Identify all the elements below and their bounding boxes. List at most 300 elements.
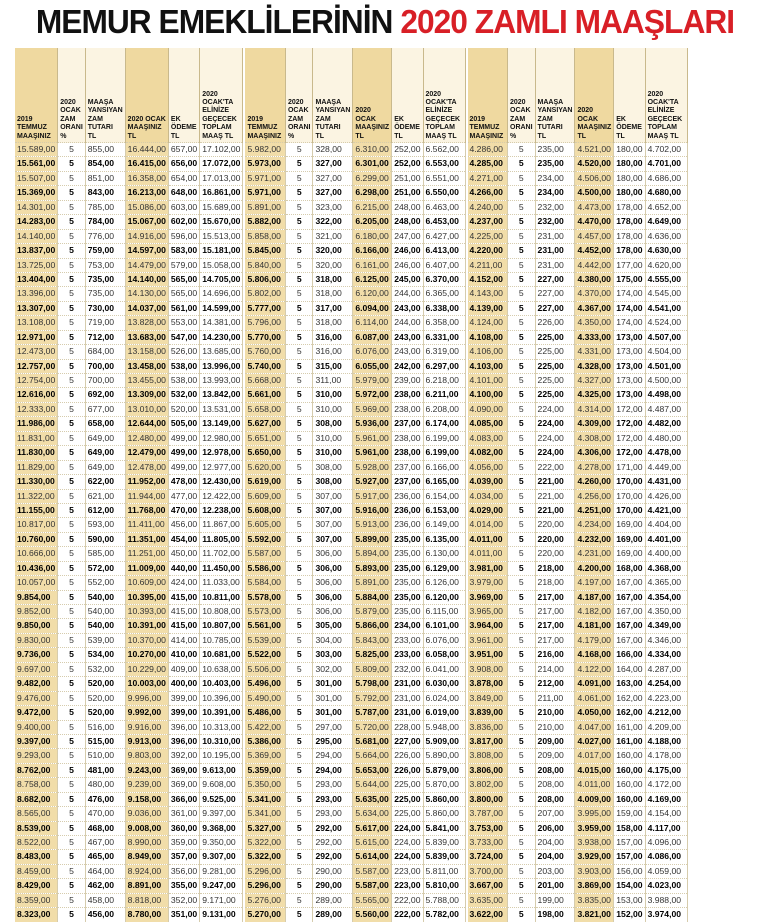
table-cell: 5: [285, 489, 313, 503]
table-row: [245, 431, 465, 445]
table-cell: 221,00: [535, 503, 575, 517]
table-cell: 5.565,00: [353, 893, 392, 907]
table-row: [468, 532, 688, 546]
table-cell: 10.310,00: [200, 734, 243, 748]
table-cell: 307,00: [313, 518, 353, 532]
table-row: [245, 374, 465, 388]
table-cell: 5: [285, 143, 313, 157]
table-row: [468, 619, 688, 633]
table-row: [15, 908, 243, 922]
table-cell: 327,00: [313, 171, 353, 185]
column-header: 2020 OCAK ZAM ORANI %: [285, 48, 313, 143]
table-row: [468, 590, 688, 604]
table-cell: 6.310,00: [353, 143, 392, 157]
table-cell: 217,00: [535, 619, 575, 633]
table-row: [468, 359, 688, 373]
table-cell: 5.586,00: [245, 561, 285, 575]
table-row: [15, 576, 243, 590]
table-cell: 399,00: [168, 691, 199, 705]
table-cell: 6.199,00: [423, 446, 465, 460]
table-cell: 5: [508, 590, 536, 604]
table-cell: 220,00: [535, 547, 575, 561]
table-cell: 9.008,00: [125, 821, 168, 835]
table-cell: 5: [58, 388, 86, 402]
table-cell: 12.238,00: [200, 503, 243, 517]
table-cell: 5: [508, 186, 536, 200]
table-row: [245, 402, 465, 416]
table-cell: 10.393,00: [125, 605, 168, 619]
table-cell: 409,00: [168, 662, 199, 676]
table-cell: 5: [285, 215, 313, 229]
table-cell: 5: [58, 244, 86, 258]
table-row: [15, 446, 243, 460]
table-cell: 5: [58, 431, 86, 445]
table-cell: 735,00: [85, 272, 125, 286]
table-cell: 5: [58, 229, 86, 243]
table-cell: 415,00: [168, 605, 199, 619]
table-cell: 5: [285, 749, 313, 763]
table-cell: 5: [58, 345, 86, 359]
table-cell: 15.513,00: [200, 229, 243, 243]
table-row: [15, 388, 243, 402]
table-cell: 13.842,00: [200, 388, 243, 402]
column-header: MAAŞA YANSIYAN ZAM TUTARI TL: [85, 48, 125, 143]
table-row: [468, 157, 688, 171]
table-cell: 9.916,00: [125, 720, 168, 734]
table-cell: 237,00: [392, 475, 423, 489]
table-cell: 603,00: [168, 200, 199, 214]
table-row: [245, 200, 465, 214]
table-cell: 252,00: [392, 157, 423, 171]
table-cell: 4.090,00: [468, 402, 508, 416]
table-cell: 221,00: [535, 489, 575, 503]
table-cell: 4.211,00: [468, 258, 508, 272]
table-cell: 5.422,00: [245, 720, 285, 734]
table-cell: 5.825,00: [353, 648, 392, 662]
table-cell: 5: [58, 605, 86, 619]
table-cell: 231,00: [535, 258, 575, 272]
table-cell: 5: [508, 229, 536, 243]
table-cell: 5: [508, 778, 536, 792]
table-cell: 6.166,00: [353, 244, 392, 258]
table-cell: 235,00: [392, 561, 423, 575]
table-cell: 5: [285, 171, 313, 185]
table-cell: 5: [285, 431, 313, 445]
table-cell: 4.452,00: [575, 244, 614, 258]
table-cell: 15.181,00: [200, 244, 243, 258]
table-cell: 4.050,00: [575, 706, 614, 720]
table-row: [245, 229, 465, 243]
table-cell: 499,00: [168, 460, 199, 474]
table-row: [468, 417, 688, 431]
column-header: 2020 OCAK'TA ELİNİZE GEÇECEK TOPLAM MAAŞ TL: [423, 48, 465, 143]
table-cell: 5: [508, 489, 536, 503]
table-cell: 218,00: [535, 561, 575, 575]
table-cell: 301,00: [313, 706, 353, 720]
table-cell: 5: [285, 850, 313, 864]
table-cell: 5.879,00: [423, 763, 465, 777]
table-cell: 15.561,00: [15, 157, 58, 171]
table-cell: 17.013,00: [200, 171, 243, 185]
table-row: [15, 143, 243, 157]
table-cell: 9.350,00: [200, 836, 243, 850]
table-cell: 5.961,00: [353, 446, 392, 460]
table-cell: 3.787,00: [468, 807, 508, 821]
table-cell: 477,00: [168, 489, 199, 503]
table-cell: 5.899,00: [353, 532, 392, 546]
table-cell: 244,00: [392, 287, 423, 301]
table-cell: 328,00: [313, 143, 353, 157]
table-row: [15, 547, 243, 561]
table-cell: 5.971,00: [245, 186, 285, 200]
table-cell: 245,00: [392, 272, 423, 286]
table-cell: 468,00: [85, 821, 125, 835]
table-cell: 4.029,00: [468, 503, 508, 517]
table-cell: 462,00: [85, 879, 125, 893]
table-cell: 203,00: [535, 864, 575, 878]
table-cell: 252,00: [392, 143, 423, 157]
table-cell: 6.125,00: [353, 272, 392, 286]
table-cell: 304,00: [313, 633, 353, 647]
table-cell: 5: [285, 619, 313, 633]
table-cell: 4.056,00: [468, 460, 508, 474]
table-cell: 8.522,00: [15, 836, 58, 850]
table-cell: 11.155,00: [15, 503, 58, 517]
table-cell: 5: [58, 417, 86, 431]
table-row: [15, 200, 243, 214]
table-cell: 5: [285, 503, 313, 517]
table-cell: 4.240,00: [468, 200, 508, 214]
table-cell: 5: [508, 792, 536, 806]
table-cell: 5: [508, 706, 536, 720]
table-cell: 11.944,00: [125, 489, 168, 503]
table-cell: 4.172,00: [645, 778, 687, 792]
table-cell: 5: [58, 359, 86, 373]
table-cell: 6.120,00: [423, 590, 465, 604]
table-cell: 9.397,00: [200, 807, 243, 821]
table-cell: 4.630,00: [645, 244, 687, 258]
table-cell: 776,00: [85, 229, 125, 243]
table-cell: 4.083,00: [468, 431, 508, 445]
table-row: [468, 633, 688, 647]
table-cell: 396,00: [168, 734, 199, 748]
table-row: [245, 272, 465, 286]
table-cell: 6.331,00: [423, 330, 465, 344]
table-cell: 4.017,00: [575, 749, 614, 763]
table-cell: 5: [508, 475, 536, 489]
table-cell: 4.187,00: [575, 590, 614, 604]
table-cell: 5.893,00: [353, 561, 392, 575]
table-cell: 5: [58, 547, 86, 561]
table-cell: 238,00: [392, 446, 423, 460]
table-cell: 5.369,00: [245, 749, 285, 763]
table-cell: 292,00: [313, 836, 353, 850]
table-cell: 526,00: [168, 345, 199, 359]
table-cell: 5.539,00: [245, 633, 285, 647]
table-cell: 4.500,00: [575, 186, 614, 200]
table-cell: 12.971,00: [15, 330, 58, 344]
table-cell: 17.072,00: [200, 157, 243, 171]
table-cell: 236,00: [392, 489, 423, 503]
table-row: [245, 547, 465, 561]
table-row: [468, 691, 688, 705]
table-cell: 4.680,00: [645, 186, 687, 200]
table-cell: 5.884,00: [353, 590, 392, 604]
table-cell: 5: [285, 576, 313, 590]
table-cell: 4.260,00: [575, 475, 614, 489]
table-cell: 4.333,00: [575, 330, 614, 344]
table-cell: 499,00: [168, 431, 199, 445]
table-cell: 4.545,00: [645, 287, 687, 301]
table-cell: 5.840,00: [245, 258, 285, 272]
table-cell: 5: [58, 648, 86, 662]
table-cell: 5: [508, 330, 536, 344]
table-cell: 5.276,00: [245, 893, 285, 907]
table-cell: 520,00: [85, 677, 125, 691]
table-cell: 14.599,00: [200, 301, 243, 315]
table-cell: 4.266,00: [468, 186, 508, 200]
table-cell: 315,00: [313, 359, 353, 373]
table-cell: 843,00: [85, 186, 125, 200]
table-cell: 5.650,00: [245, 446, 285, 460]
table-row: [468, 374, 688, 388]
table-row: [15, 258, 243, 272]
column-header: EK ÖDEME TL: [168, 48, 199, 143]
table-cell: 4.091,00: [575, 677, 614, 691]
table-cell: 11.952,00: [125, 475, 168, 489]
table-cell: 5: [285, 200, 313, 214]
table-cell: 168,00: [614, 561, 645, 575]
table-cell: 649,00: [85, 460, 125, 474]
table-cell: 481,00: [85, 763, 125, 777]
table-row: [15, 561, 243, 575]
table-cell: 13.404,00: [15, 272, 58, 286]
table-cell: 8.483,00: [15, 850, 58, 864]
table-cell: 5: [58, 287, 86, 301]
table-cell: 5: [285, 186, 313, 200]
table-row: [468, 576, 688, 590]
table-cell: 4.231,00: [575, 547, 614, 561]
table-cell: 4.470,00: [575, 215, 614, 229]
table-cell: 10.370,00: [125, 633, 168, 647]
table-cell: 4.251,00: [575, 503, 614, 517]
table-cell: 289,00: [313, 908, 353, 922]
table-cell: 5: [508, 518, 536, 532]
table-cell: 316,00: [313, 345, 353, 359]
table-cell: 357,00: [168, 850, 199, 864]
table-cell: 289,00: [313, 893, 353, 907]
table-cell: 11.805,00: [200, 532, 243, 546]
table-cell: 222,00: [392, 893, 423, 907]
table-cell: 5: [58, 706, 86, 720]
table-cell: 6.208,00: [423, 402, 465, 416]
table-cell: 293,00: [313, 792, 353, 806]
table-cell: 4.200,00: [575, 561, 614, 575]
table-cell: 169,00: [614, 518, 645, 532]
table-cell: 8.818,00: [125, 893, 168, 907]
table-cell: 5.809,00: [353, 662, 392, 676]
table-cell: 12.754,00: [15, 374, 58, 388]
table-cell: 10.403,00: [200, 677, 243, 691]
table-cell: 11.768,00: [125, 503, 168, 517]
table-cell: 16.415,00: [125, 157, 168, 171]
table-cell: 211,00: [535, 691, 575, 705]
table-cell: 5.592,00: [245, 532, 285, 546]
table-cell: 5: [58, 850, 86, 864]
table-cell: 162,00: [614, 691, 645, 705]
table-cell: 5: [58, 561, 86, 575]
table-cell: 6.319,00: [423, 345, 465, 359]
table-cell: 207,00: [535, 807, 575, 821]
table-row: [468, 301, 688, 315]
table-cell: 12.473,00: [15, 345, 58, 359]
table-cell: 4.652,00: [645, 200, 687, 214]
table-cell: 5.969,00: [353, 402, 392, 416]
table-row: [245, 316, 465, 330]
table-cell: 10.057,00: [15, 576, 58, 590]
table-cell: 9.913,00: [125, 734, 168, 748]
table-cell: 476,00: [85, 792, 125, 806]
table-cell: 540,00: [85, 619, 125, 633]
table-cell: 3.817,00: [468, 734, 508, 748]
table-cell: 4.473,00: [575, 200, 614, 214]
column-header: 2020 OCAK ZAM ORANI %: [508, 48, 536, 143]
table-cell: 224,00: [392, 821, 423, 835]
table-cell: 5: [58, 518, 86, 532]
table-cell: 4.334,00: [645, 648, 687, 662]
table-row: [15, 345, 243, 359]
table-cell: 4.014,00: [468, 518, 508, 532]
table-cell: 677,00: [85, 402, 125, 416]
table-cell: 224,00: [535, 431, 575, 445]
table-cell: 4.327,00: [575, 374, 614, 388]
table-cell: 5.341,00: [245, 792, 285, 806]
table-header-row: [15, 48, 243, 143]
table-cell: 318,00: [313, 272, 353, 286]
table-cell: 4.401,00: [645, 532, 687, 546]
table-cell: 5: [285, 706, 313, 720]
table-cell: 4.220,00: [468, 244, 508, 258]
column-header: 2020 OCAK MAAŞINIZ TL: [125, 48, 168, 143]
table-cell: 5: [285, 763, 313, 777]
table-cell: 5: [508, 619, 536, 633]
table-cell: 4.520,00: [575, 157, 614, 171]
table-row: [15, 648, 243, 662]
table-cell: 5.386,00: [245, 734, 285, 748]
table-row: [245, 893, 465, 907]
table-cell: 5: [285, 734, 313, 748]
table-cell: 3.938,00: [575, 836, 614, 850]
table-cell: 4.686,00: [645, 171, 687, 185]
table-row: [15, 691, 243, 705]
table-row: [245, 518, 465, 532]
table-cell: 204,00: [535, 836, 575, 850]
table-cell: 5: [285, 532, 313, 546]
table-cell: 3.836,00: [468, 720, 508, 734]
table-cell: 602,00: [168, 215, 199, 229]
table-cell: 11.411,00: [125, 518, 168, 532]
table-cell: 223,00: [392, 864, 423, 878]
table-cell: 4.027,00: [575, 734, 614, 748]
table-row: [15, 431, 243, 445]
table-cell: 307,00: [313, 532, 353, 546]
table-cell: 654,00: [168, 171, 199, 185]
table-cell: 5: [285, 330, 313, 344]
table-cell: 5: [58, 864, 86, 878]
table-cell: 9.854,00: [15, 590, 58, 604]
table-cell: 294,00: [313, 749, 353, 763]
table-cell: 424,00: [168, 576, 199, 590]
table-cell: 4.225,00: [468, 229, 508, 243]
table-row: [15, 301, 243, 315]
table-cell: 9.472,00: [15, 706, 58, 720]
table-cell: 516,00: [85, 720, 125, 734]
table-cell: 5: [285, 807, 313, 821]
table-cell: 13.837,00: [15, 244, 58, 258]
table-cell: 851,00: [85, 171, 125, 185]
table-cell: 225,00: [535, 330, 575, 344]
table-cell: 161,00: [614, 720, 645, 734]
table-cell: 5.782,00: [423, 908, 465, 922]
table-cell: 5: [508, 417, 536, 431]
table-cell: 5.973,00: [245, 157, 285, 171]
table-cell: 164,00: [614, 662, 645, 676]
table-cell: 4.286,00: [468, 143, 508, 157]
table-row: [468, 489, 688, 503]
table-cell: 5.506,00: [245, 662, 285, 676]
table-row: [468, 518, 688, 532]
table-cell: 226,00: [392, 749, 423, 763]
table-row: [15, 402, 243, 416]
table-cell: 5: [285, 244, 313, 258]
table-cell: 5.322,00: [245, 850, 285, 864]
table-cell: 208,00: [535, 778, 575, 792]
table-cell: 400,00: [168, 677, 199, 691]
table-cell: 5: [58, 677, 86, 691]
table-cell: 4.350,00: [575, 316, 614, 330]
table-row: [245, 503, 465, 517]
table-cell: 5: [508, 807, 536, 821]
table-row: [245, 186, 465, 200]
table-cell: 5.917,00: [353, 489, 392, 503]
table-cell: 15.067,00: [125, 215, 168, 229]
table-cell: 6.551,00: [423, 171, 465, 185]
table-cell: 3.929,00: [575, 850, 614, 864]
table-row: [15, 734, 243, 748]
table-cell: 4.103,00: [468, 359, 508, 373]
table-row: [468, 749, 688, 763]
table-cell: 8.459,00: [15, 864, 58, 878]
table-cell: 700,00: [85, 374, 125, 388]
table-cell: 4.154,00: [645, 807, 687, 821]
table-cell: 226,00: [392, 763, 423, 777]
table-cell: 243,00: [392, 301, 423, 315]
table-cell: 10.681,00: [200, 648, 243, 662]
table-cell: 10.760,00: [15, 532, 58, 546]
table-cell: 172,00: [614, 446, 645, 460]
table-cell: 5.811,00: [423, 864, 465, 878]
table-cell: 233,00: [392, 648, 423, 662]
table-cell: 5.614,00: [353, 850, 392, 864]
table-cell: 169,00: [614, 547, 645, 561]
table-cell: 15.086,00: [125, 200, 168, 214]
table-cell: 5: [508, 576, 536, 590]
table-cell: 4.442,00: [575, 258, 614, 272]
table-cell: 458,00: [85, 893, 125, 907]
table-cell: 6.154,00: [423, 489, 465, 503]
table-row: [15, 272, 243, 286]
table-cell: 5: [508, 734, 536, 748]
